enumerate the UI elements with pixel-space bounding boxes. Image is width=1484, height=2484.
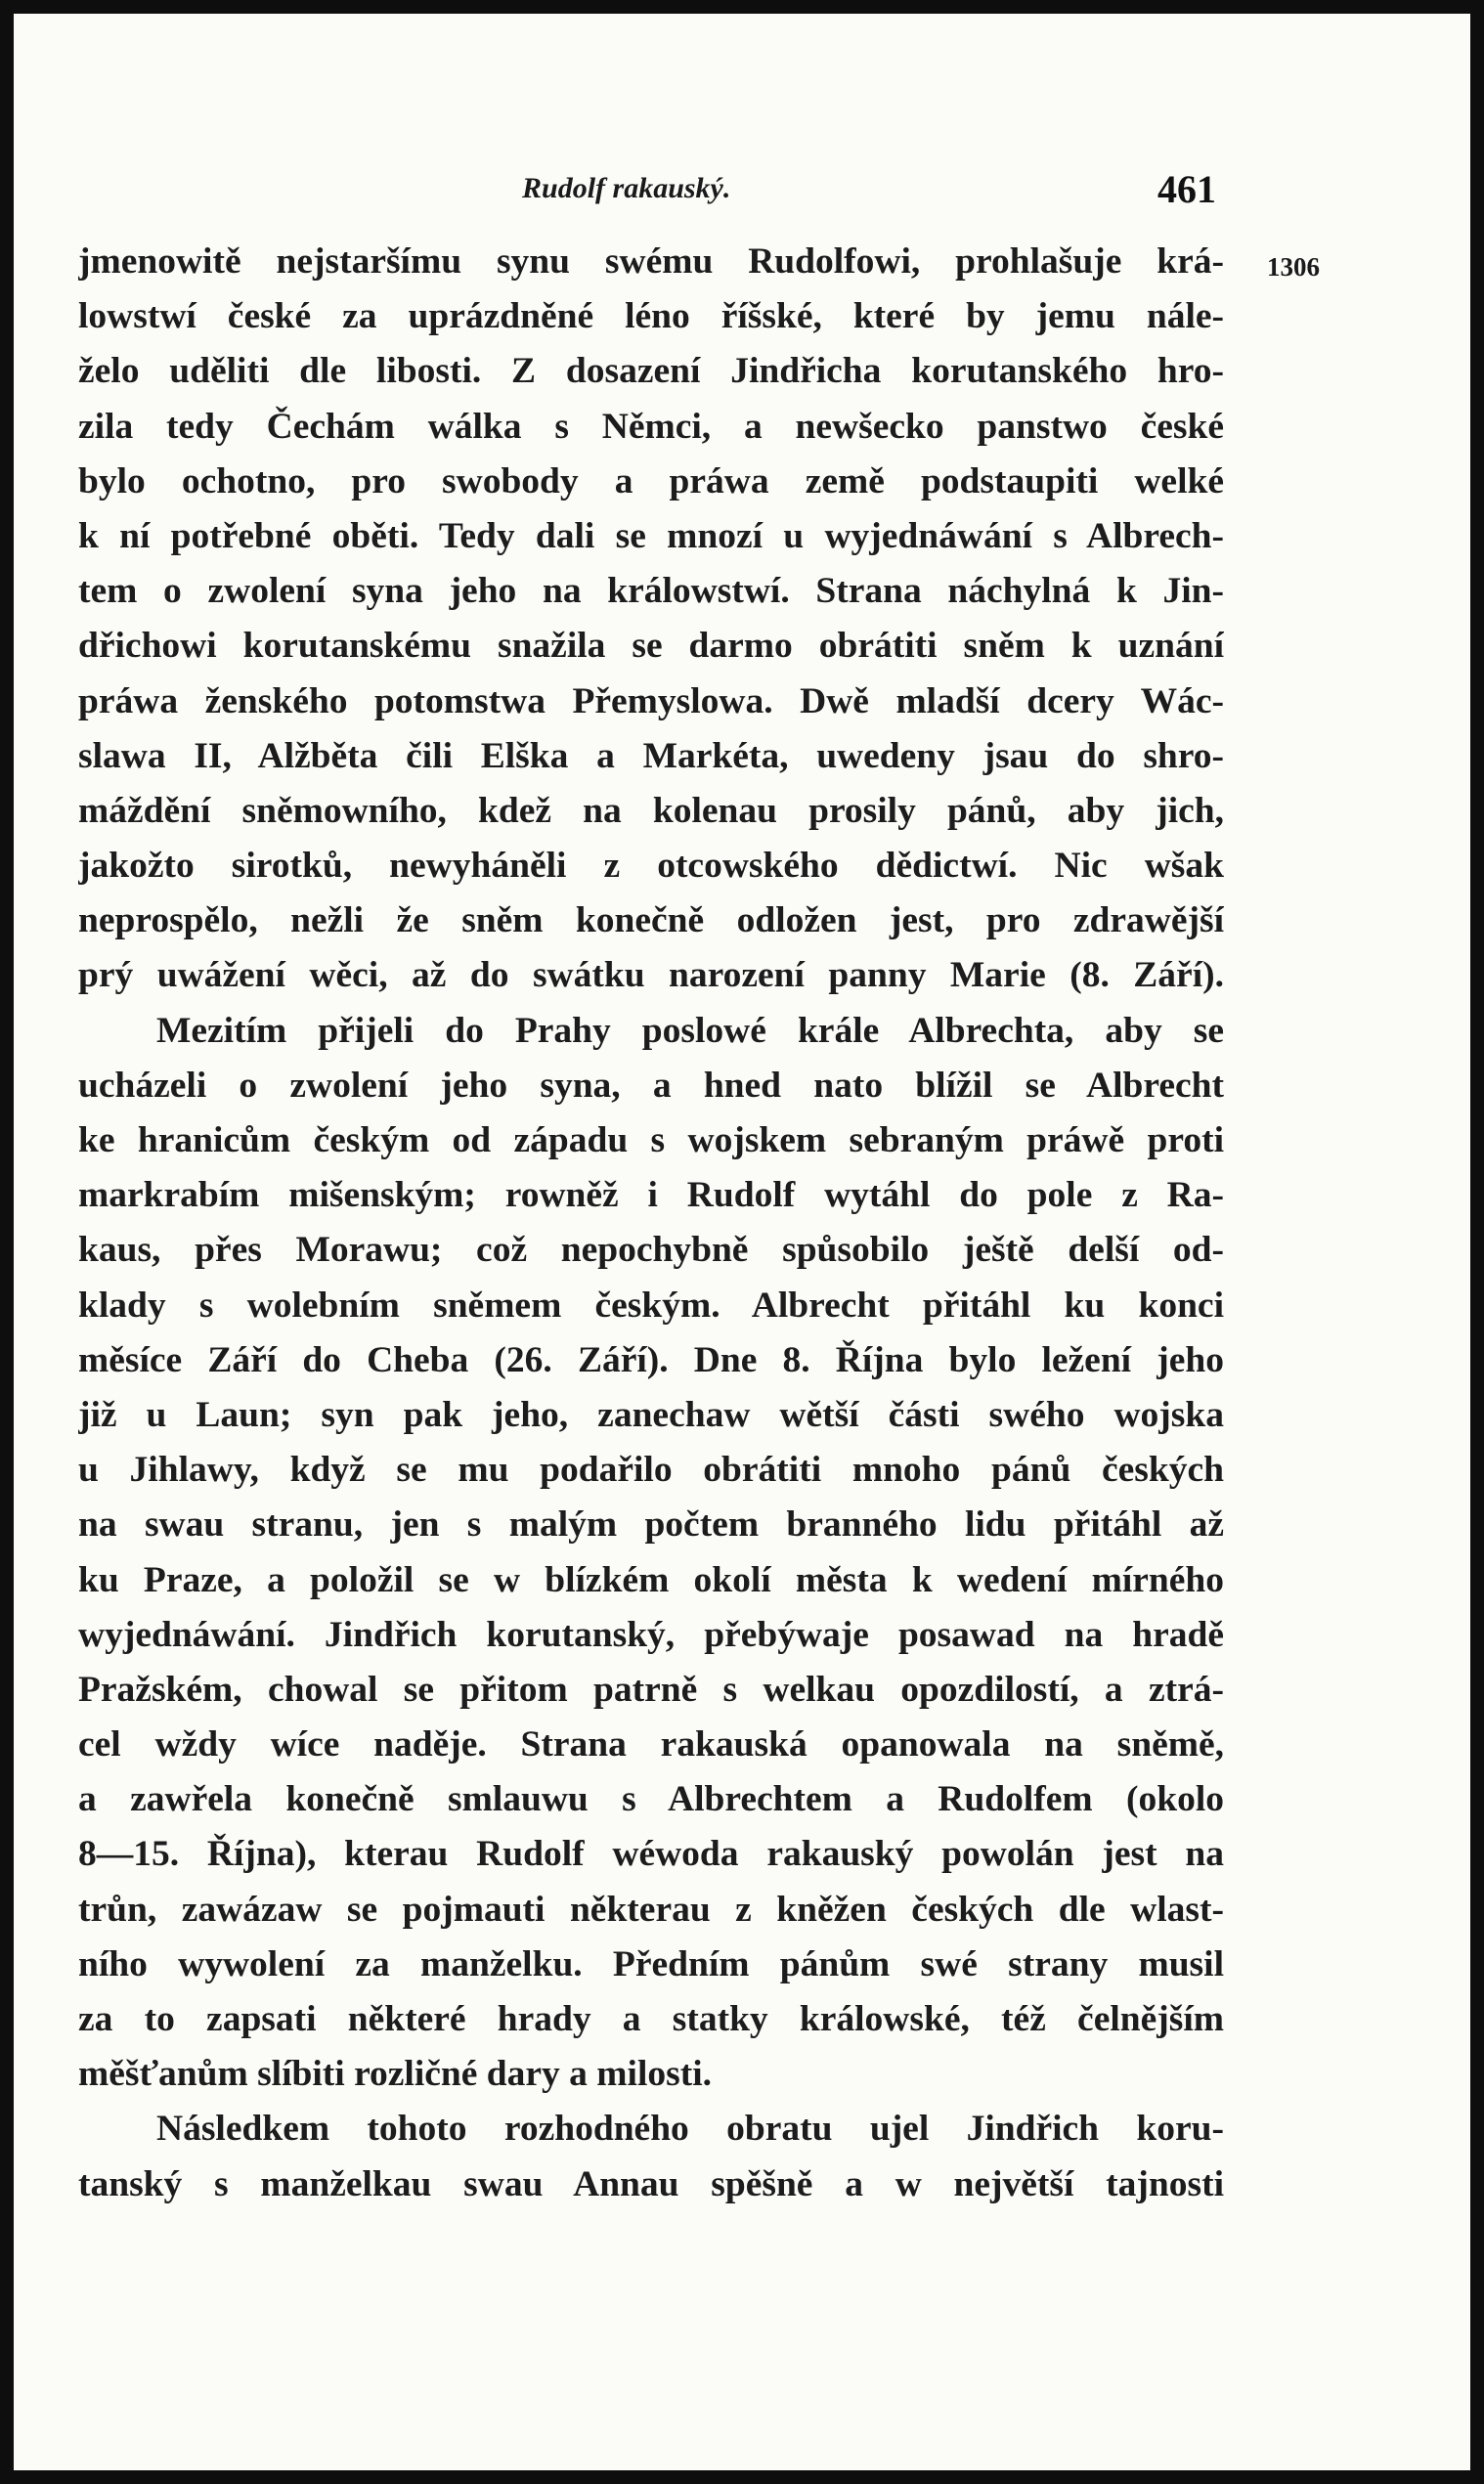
text-line: bylo ochotno, pro swobody a práwa země podstaupiti welké <box>78 460 1224 501</box>
text-line: zila tedy Čechám wálka s Němci, a newšecko panstwo české <box>78 406 1224 447</box>
text-line: ku Praze, a položil se w blízkém okolí města k wedení mírného <box>78 1559 1224 1600</box>
text-line: tem o zwolení syna jeho na králowstwí. Strana náchylná k Jin- <box>78 571 1224 612</box>
text-line: neprospělo, nežli že sněm konečně odložen jest, pro zdrawější <box>78 900 1224 941</box>
text-line: lowstwí české za uprázdněné léno říšské, které by jemu nále- <box>78 296 1224 337</box>
book-page <box>14 14 1470 2470</box>
text-line: za to zapsati některé hrady a statky králowské, též čelnějším <box>78 1999 1224 2039</box>
running-title: Rudolf rakauský. <box>522 172 731 204</box>
text-line: ucházeli o zwolení jeho syna, a hned nato blížil se Albrecht <box>78 1065 1224 1106</box>
text-line: markrabím mišenským; rowněž i Rudolf wytáhl do pole z Ra- <box>78 1175 1224 1216</box>
text-line: jakožto sirotků, newyháněli z otcowského dědictwí. Nic wšak <box>78 846 1224 887</box>
text-line: Mezitím přijeli do Prahy poslowé krále Albrechta, aby se <box>156 1010 1224 1051</box>
text-line: dřichowi korutanskému snažila se darmo obrátiti sněm k uznání <box>78 626 1224 667</box>
text-line: práwa ženského potomstwa Přemyslowa. Dwě mladší dcery Wác- <box>78 680 1224 721</box>
text-line: klady s wolebním sněmem českým. Albrecht přitáhl ku konci <box>78 1285 1224 1326</box>
body-text <box>78 235 1224 2248</box>
text-line: a zawřela konečně smlauwu s Albrechtem a Rudolfem (okolo <box>78 1779 1224 1820</box>
text-line: Následkem tohoto rozhodného obratu ujel Jindřich koru- <box>156 2109 1224 2150</box>
text-line: ního wywolení za manželku. Předním pánům swé strany musil <box>78 1943 1224 1984</box>
text-line: prý uwážení wěci, až do swátku narození panny Marie (8. Září). <box>78 955 1224 996</box>
text-line: tanský s manželkau swau Annau spěšně a w největší tajnosti <box>78 2163 1224 2204</box>
text-line: wyjednáwání. Jindřich korutanský, přebýwaje posawad na hradě <box>78 1614 1224 1655</box>
text-line: cel wždy wíce naděje. Strana rakauská opanowala na sněmě, <box>78 1724 1224 1765</box>
text-line: měšťanům slíbiti rozličné dary a milosti. <box>78 2054 712 2095</box>
text-line: ke hranicům českým od západu s wojskem sebraným práwě proti <box>78 1120 1224 1160</box>
page-header <box>14 160 1470 219</box>
page-number: 461 <box>1157 167 1216 211</box>
text-line: 8—15. Října), kterau Rudolf wéwoda rakauský powolán jest na <box>78 1834 1224 1875</box>
text-line: Pražském, chowal se přitom patrně s welkau opozdilostí, a ztrá- <box>78 1669 1224 1710</box>
text-line: slawa II, Alžběta čili Elška a Markéta, uwedeny jsau do shro- <box>78 735 1224 776</box>
text-line: u Jihlawy, když se mu podařilo obrátiti mnoho pánů českých <box>78 1450 1224 1491</box>
text-line: máždění sněmowního, kdež na kolenau prosily pánů, aby jich, <box>78 790 1224 831</box>
text-line: měsíce Září do Cheba (26. Září). Dne 8. Října bylo ležení jeho <box>78 1339 1224 1380</box>
margin-year-note: 1306 <box>1267 252 1320 282</box>
text-line: želo uděliti dle libosti. Z dosazení Jindřicha korutanského hro- <box>78 351 1224 392</box>
text-line: trůn, zawázaw se pojmauti některau z kněžen českých dle wlast- <box>78 1889 1224 1930</box>
text-line: kaus, přes Morawu; což nepochybně spůsobilo ještě delší od- <box>78 1230 1224 1271</box>
text-line: k ní potřebné oběti. Tedy dali se mnozí u wyjednáwání s Albrech- <box>78 515 1224 556</box>
text-line: na swau stranu, jen s malým počtem branného lidu přitáhl až <box>78 1504 1224 1546</box>
text-line: jmenowitě nejstaršímu synu swému Rudolfowi, prohlašuje krá- <box>78 241 1224 282</box>
text-line: již u Laun; syn pak jeho, zanechaw wětší části swého wojska <box>78 1394 1224 1435</box>
